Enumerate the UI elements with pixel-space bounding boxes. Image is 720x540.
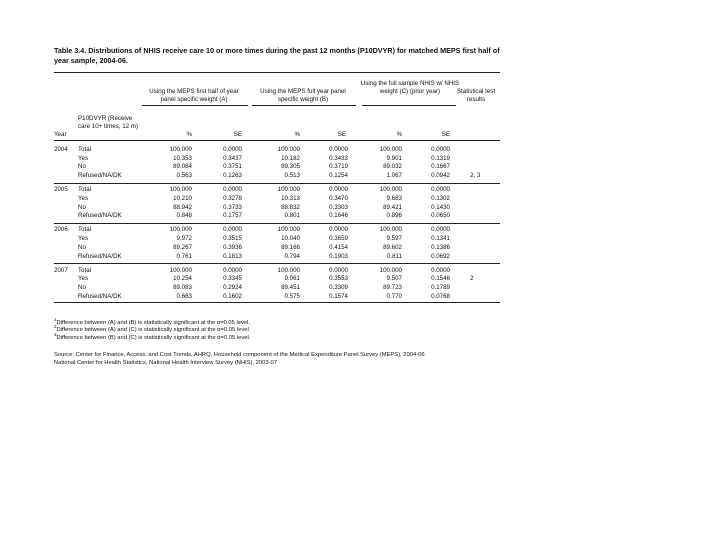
- cell-category: No: [78, 284, 86, 291]
- cell-year: 2006: [54, 226, 68, 234]
- header-stat-results: Statistical test results: [456, 88, 496, 103]
- cell-c-se: 0.0692: [431, 252, 450, 260]
- cell-b-pct: 0.801: [284, 212, 300, 220]
- cell-b-se: 0.1254: [329, 172, 348, 180]
- footnote-3: $^3$Difference between (B) and (C) is statistically significant at the α=0.05 level.: [54, 331, 251, 341]
- col-header-a-pct: %: [186, 131, 192, 138]
- group-underline-c: [362, 105, 456, 106]
- cell-b-se: 0.0000: [329, 186, 348, 194]
- cell-c-se: 0.1789: [431, 284, 450, 291]
- footnotes: [54, 317, 514, 367]
- footnote-2: $^2$Difference between (A) and (C) is statistically significant at the α=0.05 level.: [54, 324, 251, 334]
- cell-b-se: 0.1903: [329, 252, 348, 260]
- cell-a-pct: 9.972: [176, 235, 192, 243]
- cell-b-se: 0.1574: [329, 292, 348, 300]
- col-header-c-pct: %: [396, 131, 402, 138]
- cell-a-pct: 100.000: [169, 146, 192, 153]
- cell-c-se: 0.0000: [431, 266, 450, 274]
- cell-c-pct: 100.000: [379, 186, 402, 194]
- cell-category: Total: [78, 226, 92, 234]
- cell-c-pct: 100.000: [379, 266, 402, 274]
- cell-a-pct: 0.563: [176, 172, 192, 180]
- year-group-rule: [54, 263, 500, 264]
- cell-b-se: 0.3470: [329, 194, 348, 202]
- cell-b-se: 0.3309: [329, 284, 348, 291]
- cell-a-se: 0.0000: [223, 146, 242, 153]
- table-title: Table 3.4. Distributions of NHIS receive care 10 or more times during the past 12 months (P10DVYR) for matched MEPS first half of year sample, 2004-06.: [54, 46, 500, 65]
- cell-b-se: 0.3719: [329, 163, 348, 171]
- cell-c-pct: 9.683: [386, 194, 402, 202]
- cell-category: Yes: [78, 275, 89, 283]
- header-group-a: Using the MEPS first half of year panel specific weight (A): [149, 88, 239, 103]
- cell-category: Total: [78, 186, 92, 194]
- year-group-rule: [54, 183, 500, 184]
- cell-b-pct: 89.166: [281, 243, 300, 251]
- cell-a-pct: 10.254: [173, 275, 192, 283]
- cell-c-se: 0.1341: [431, 235, 450, 243]
- cell-a-pct: 89.084: [173, 163, 192, 171]
- cell-b-pct: 88.832: [281, 203, 300, 211]
- year-group-rule: [54, 223, 500, 224]
- cell-c-se: 0.0000: [431, 186, 450, 194]
- cell-a-se: 0.1263: [223, 172, 242, 180]
- cell-a-se: 0.3278: [223, 194, 242, 202]
- cell-a-se: 0.3733: [223, 203, 242, 211]
- cell-category: Yes: [78, 194, 89, 202]
- cell-c-pct: 0.770: [386, 292, 402, 300]
- cell-a-pct: 100.000: [169, 186, 192, 194]
- cell-c-pct: 0.811: [386, 252, 402, 260]
- cell-b-pct: 10.313: [281, 194, 300, 202]
- col-header-a-se: SE: [233, 131, 242, 138]
- cell-a-se: 0.2924: [223, 284, 242, 291]
- cell-c-pct: 9.597: [386, 235, 402, 243]
- header-group-c: Using the full sample NHIS w/ NHIS weight (C) (prior year): [360, 80, 460, 95]
- cell-category: Total: [78, 146, 92, 153]
- cell-a-pct: 89.267: [173, 243, 192, 251]
- cell-c-pct: 100.000: [379, 226, 402, 234]
- cell-b-pct: 10.182: [281, 154, 300, 162]
- cell-b-pct: 0.794: [284, 252, 300, 260]
- cell-year: 2005: [54, 186, 68, 194]
- cell-b-pct: 89.305: [281, 163, 300, 171]
- header-top-rule: [54, 72, 500, 73]
- cell-category: Yes: [78, 235, 89, 243]
- cell-a-pct: 10.210: [173, 194, 192, 202]
- cell-a-se: 0.3345: [223, 275, 242, 283]
- group-underline-a: [142, 105, 248, 106]
- cell-b-pct: 100.000: [277, 186, 300, 194]
- cell-a-pct: 10.353: [173, 154, 192, 162]
- cell-a-se: 0.3437: [223, 154, 242, 162]
- cell-c-pct: 9.901: [386, 154, 402, 162]
- cell-b-se: 0.1646: [329, 212, 348, 220]
- col-header-b-pct: %: [294, 131, 300, 138]
- cell-a-pct: 0.848: [176, 212, 192, 220]
- cell-category: Refused/NA/DK: [78, 292, 122, 300]
- var-header: P10DVYR (Receive care 10+ times, 12 m): [78, 115, 139, 130]
- cell-category: Refused/NA/DK: [78, 212, 122, 220]
- cell-b-pct: 100.000: [277, 226, 300, 234]
- cell-c-se: 0.0768: [431, 292, 450, 300]
- cell-category: Refused/NA/DK: [78, 252, 122, 260]
- cell-c-se: 0.1319: [431, 154, 450, 162]
- cell-a-se: 0.3751: [223, 163, 242, 171]
- cell-b-se: 0.4154: [329, 243, 348, 251]
- cell-a-se: 0.0000: [223, 226, 242, 234]
- cell-c-se: 0.0000: [431, 226, 450, 234]
- cell-stat: 2, 3: [470, 172, 481, 180]
- cell-category: No: [78, 203, 86, 211]
- cell-category: No: [78, 243, 86, 251]
- cell-a-pct: 88.942: [173, 203, 192, 211]
- cell-b-pct: 100.000: [277, 146, 300, 153]
- cell-a-se: 0.0000: [223, 266, 242, 274]
- header-bottom-rule: [54, 140, 500, 141]
- cell-b-se: 0.3659: [329, 235, 348, 243]
- cell-category: Total: [78, 266, 92, 274]
- col-header-c-se: SE: [441, 131, 450, 138]
- cell-c-se: 0.1386: [431, 243, 450, 251]
- cell-a-se: 0.3515: [223, 235, 242, 243]
- cell-c-pct: 89.032: [383, 163, 402, 171]
- cell-b-se: 0.0000: [329, 226, 348, 234]
- cell-a-pct: 100.000: [169, 226, 192, 234]
- cell-c-se: 0.1302: [431, 194, 450, 202]
- group-underline-b: [252, 105, 356, 106]
- cell-a-se: 0.0000: [223, 186, 242, 194]
- cell-a-se: 0.1757: [223, 212, 242, 220]
- cell-a-pct: 0.663: [176, 292, 192, 300]
- cell-a-pct: 89.083: [173, 284, 192, 291]
- cell-c-pct: 89.602: [383, 243, 402, 251]
- col-header-b-se: SE: [337, 131, 346, 138]
- cell-c-pct: 100.000: [379, 146, 402, 153]
- source-line-1: Source: Center for Finance, Access, and Cost Trends, AHRQ, Household component of the Medical Expenditure Panel Survey (MEPS), 2004-06: [54, 352, 425, 359]
- header-group-b: Using the MEPS full year panel specific weight (B): [260, 88, 346, 103]
- cell-category: No: [78, 163, 86, 171]
- cell-b-pct: 10.040: [281, 235, 300, 243]
- cell-a-se: 0.1602: [223, 292, 242, 300]
- cell-category: Yes: [78, 154, 89, 162]
- cell-c-pct: 9.507: [386, 275, 402, 283]
- cell-year: 2004: [54, 146, 68, 153]
- cell-c-pct: 89.723: [383, 284, 402, 291]
- cell-stat: 2: [470, 275, 474, 283]
- cell-a-se: 0.1813: [223, 252, 242, 260]
- cell-a-se: 0.3936: [223, 243, 242, 251]
- cell-b-se: 0.0000: [329, 266, 348, 274]
- cell-c-se: 0.1430: [431, 203, 450, 211]
- cell-c-pct: 0.896: [386, 212, 402, 220]
- year-header: Year: [54, 131, 67, 138]
- cell-b-pct: 0.575: [284, 292, 300, 300]
- cell-c-se: 0.0000: [431, 146, 450, 153]
- cell-b-se: 0.3433: [329, 154, 348, 162]
- cell-b-se: 0.3303: [329, 203, 348, 211]
- cell-c-se: 0.0650: [431, 212, 450, 220]
- cell-year: 2007: [54, 266, 68, 274]
- cell-a-pct: 100.000: [169, 266, 192, 274]
- cell-b-se: 0.0000: [329, 146, 348, 153]
- cell-c-se: 0.1667: [431, 163, 450, 171]
- cell-b-pct: 9.061: [284, 275, 300, 283]
- cell-b-pct: 100.000: [277, 266, 300, 274]
- cell-b-se: 0.3553: [329, 275, 348, 283]
- table-bottom-rule: [54, 302, 500, 303]
- cell-c-pct: 89.421: [383, 203, 402, 211]
- cell-b-pct: 0.513: [284, 172, 300, 180]
- cell-c-pct: 1.067: [386, 172, 402, 180]
- cell-b-pct: 89.451: [281, 284, 300, 291]
- cell-a-pct: 0.761: [176, 252, 192, 260]
- source-line-2: National Center for Health Statistics, National Health Interview Survey (NHIS), 2003-07: [54, 359, 277, 366]
- cell-c-se: 0.0942: [431, 172, 450, 180]
- cell-category: Refused/NA/DK: [78, 172, 122, 180]
- footnote-1: $^1$Difference between (A) and (B) is statistically significant at the α=0.05 level.: [54, 317, 251, 326]
- cell-c-se: 0.1546: [431, 275, 450, 283]
